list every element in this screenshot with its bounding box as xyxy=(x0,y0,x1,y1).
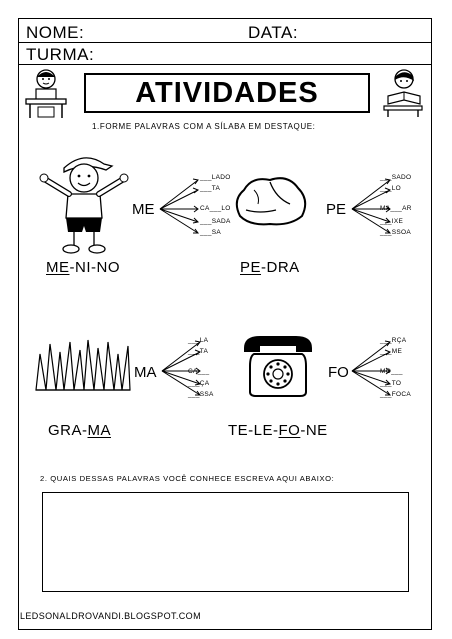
option-me-2: ___TA xyxy=(200,185,221,192)
class-label: TURMA: xyxy=(26,45,95,64)
option-pe-2: ___LO xyxy=(380,185,402,192)
student-at-desk-illustration xyxy=(22,66,70,120)
syllable-fo: FO xyxy=(328,364,349,381)
name-label: NOME: xyxy=(26,23,85,42)
word-pedra-rest: -DRA xyxy=(261,259,300,276)
answer-box[interactable] xyxy=(42,492,409,592)
title-box xyxy=(84,73,370,113)
word-telefone-end: -NE xyxy=(300,422,328,439)
page-title: ATIVIDADES xyxy=(135,76,319,109)
option-me-4: ___SADA xyxy=(200,218,231,225)
question-2: 2. QUAIS DESSAS PALAVRAS VOCÊ CONHECE ESCREVA AQUI ABAIXO: xyxy=(40,474,335,483)
student-reading-illustration xyxy=(380,66,426,118)
option-fo-4: ___TO xyxy=(380,380,402,387)
word-menino-highlight: ME xyxy=(46,259,70,276)
option-pe-1: ___SADO xyxy=(380,174,412,181)
option-me-1: ___LADO xyxy=(200,174,231,181)
option-me-5: ___SA xyxy=(200,229,222,236)
stone-illustration xyxy=(230,170,310,230)
word-telefone-start: TE-LE- xyxy=(228,422,279,439)
word-telefone-highlight: FO xyxy=(278,422,301,439)
option-fo-5: ___FOCA xyxy=(380,391,412,398)
date-label: DATA: xyxy=(248,23,299,42)
telephone-illustration xyxy=(240,332,316,398)
word-grama-highlight: MA xyxy=(87,422,111,439)
option-me-3: CA___LO xyxy=(200,205,231,212)
word-menino-rest: -NI-NO xyxy=(69,259,120,276)
option-fo-3: MO___ xyxy=(380,368,403,375)
word-pedra xyxy=(240,259,300,276)
word-grama-start: GRA- xyxy=(48,422,88,439)
syllable-me: ME xyxy=(132,201,155,218)
word-telefone xyxy=(228,422,328,439)
option-ma-3: CA___ xyxy=(188,368,210,375)
word-menino xyxy=(46,259,120,276)
option-fo-1: ___RÇA xyxy=(380,337,407,344)
grass-illustration xyxy=(34,340,132,392)
option-pe-5: ___SSOA xyxy=(380,229,412,236)
boy-illustration xyxy=(36,150,132,256)
option-pe-3: MA___AR xyxy=(380,205,412,212)
syllable-pe: PE xyxy=(326,201,347,218)
word-pedra-highlight: PE xyxy=(240,259,262,276)
syllable-ma: MA xyxy=(134,364,157,381)
option-ma-5: ___SSA xyxy=(188,391,214,398)
footer-url: LEDSONALDROVANDI.BLOGSPOT.COM xyxy=(20,611,201,621)
word-grama xyxy=(48,422,111,439)
option-fo-2: ___ME xyxy=(380,348,403,355)
option-ma-4: ___ÇA xyxy=(188,380,210,387)
option-ma-1: ___LA xyxy=(188,337,209,344)
option-pe-4: ___IXE xyxy=(380,218,404,225)
question-1: 1.FORME PALAVRAS COM A SÍLABA EM DESTAQUE: xyxy=(92,122,316,131)
option-ma-2: ___TA xyxy=(188,348,209,355)
